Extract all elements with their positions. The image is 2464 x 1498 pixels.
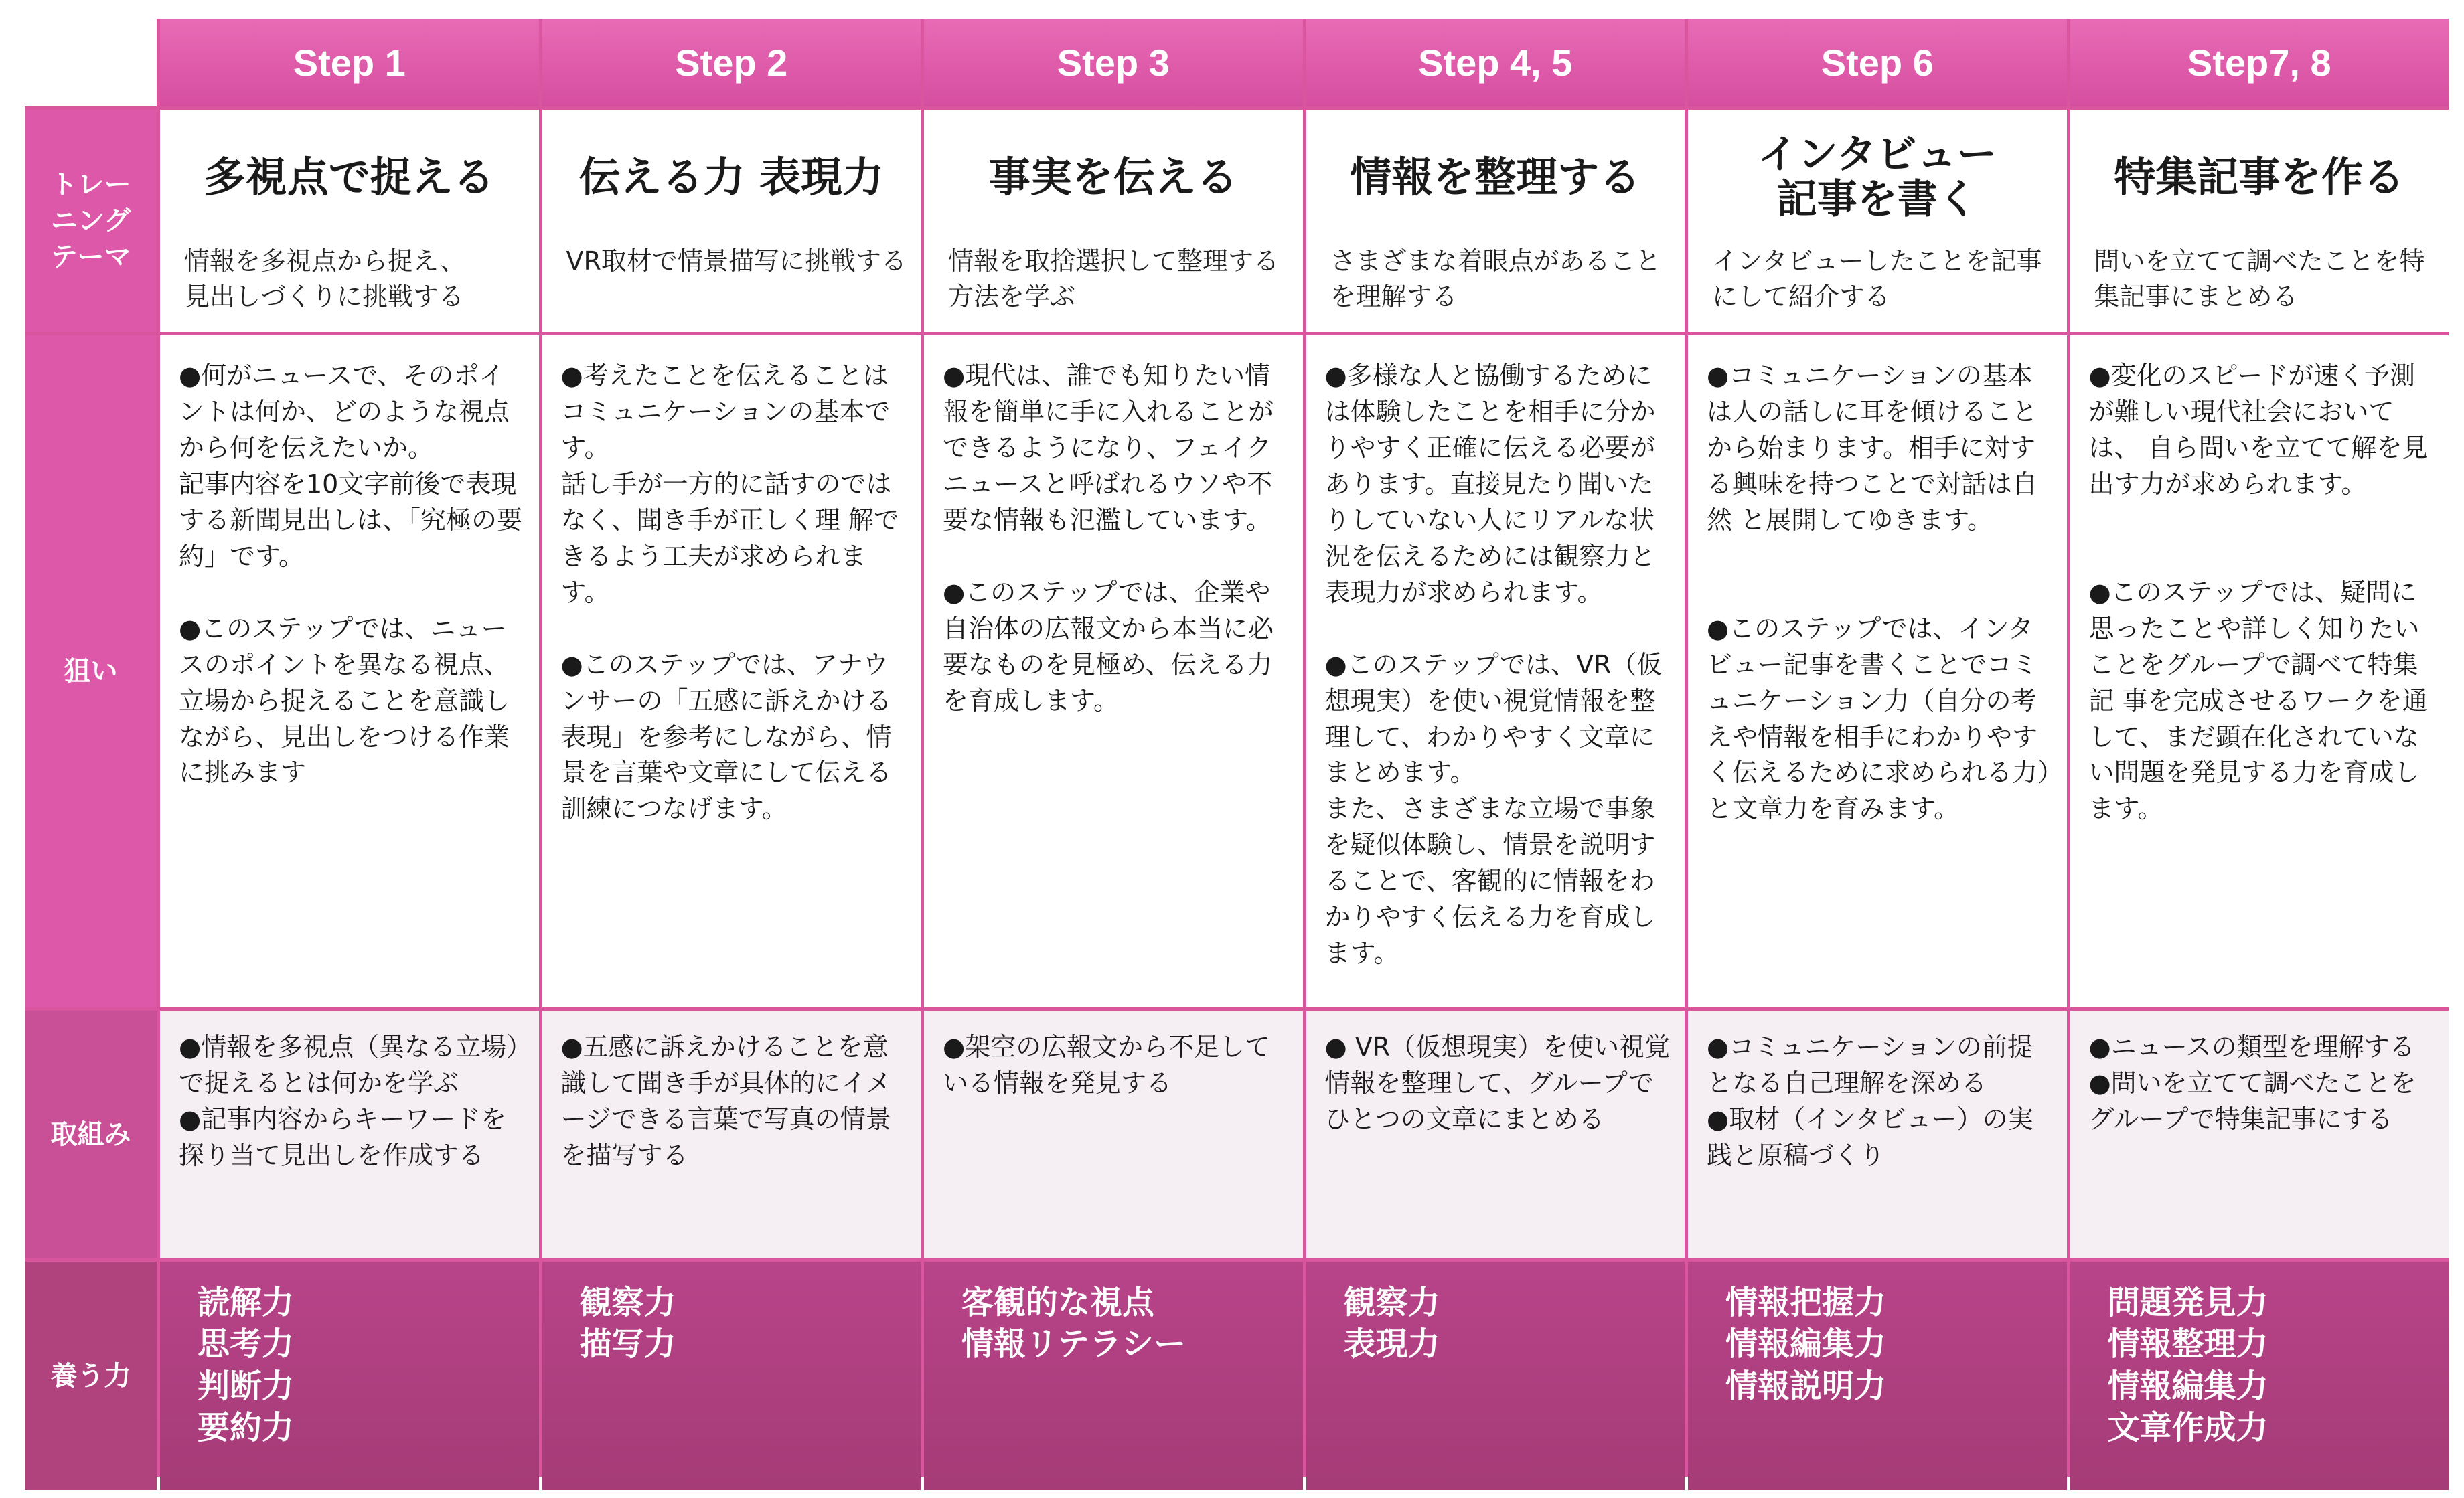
skills-cell-step-7-8: 問題発見力 情報整理力 情報編集力 文章作成力 [2070,1262,2449,1490]
theme-cell-step-2 [542,110,921,332]
theme-title: 多視点で捉える [204,153,495,202]
step-header-4-5: Step 4, 5 [1306,19,1685,106]
theme-description: 情報を取捨選択して整理する方法を学ぶ [948,246,1280,312]
row-label-skills: 養う力 [25,1262,157,1490]
row-label-activity: 取組み [25,1011,157,1258]
theme-title: インタビュー 記事を書く [1757,131,1997,223]
step-header-2: Step 2 [542,19,921,106]
theme-cell-step-3 [924,110,1303,332]
theme-cell-step-1 [160,110,539,332]
skills-cell-step-3: 客観的な視点 情報リテラシー [924,1262,1303,1490]
skills-cell-step-2: 観察力 描写力 [542,1262,921,1490]
aim-cell-step-7-8: ●変化のスピードが速く予測が難しい現代社会においては、 自ら問いを立てて解を見出す力が求められます。 ●このステップでは、疑問に思ったことや詳しく知りたいことをグループで調べて特集記 事を完成させるワークを通して、まだ顕在化されていない問題を発見する力を育成します。 [2070,335,2449,1007]
aim-cell-step-6: ●コミュニケーションの基本は人の話しに耳を傾けることから始まります。相手に対する興味を持つことで対話は自然 と展開してゆきます。 ●このステップでは、インタビュー記事を書くことでコミュニケーション力（自分の考えや情報を相手にわかりやすく伝えるために求められる力）と文章力を育みます。 [1688,335,2067,1007]
activity-cell-step-7-8: ●ニュースの類型を理解する ●問いを立てて調べたことをグループで特集記事にする [2070,1011,2449,1258]
theme-description: さまざまな着眼点があることを理解する [1330,246,1661,312]
table-corner [25,19,157,106]
theme-description: VR取材で情景描写に挑戦する [566,246,907,276]
step-header-3: Step 3 [924,19,1303,106]
aim-cell-step-4-5: ●多様な人と協働するためには体験したことを相手に分かりやすく正確に伝える必要があります。直接見たり聞いたりしていない人にリアルな状況を伝えるためには観察力と表現力が求められます。 ●このステップでは、VR（仮想現実）を使い視覚情報を整理して、わかりやすく文章にまとめます。 また、さまざまな立場で事象を疑似体験し、情景を説明することで、客観的に情報をわかりやすく伝える力を育成します。 [1306,335,1685,1007]
theme-cell-step-7-8 [2070,110,2449,332]
activity-cell-step-6: ●コミュニケーションの前提となる自己理解を深める ●取材（インタビュー）の実践と原稿づくり [1688,1011,2067,1258]
row-label-aim: 狙い [25,335,157,1007]
aim-cell-step-2: ●考えたことを伝えることはコミュニケーションの基本です。 話し手が一方的に話すのではなく、聞き手が正しく理 解できるよう工夫が求められます。 ●このステップでは、アナウンサーの「五感に訴えかける表現」を参考にしながら、情景を言葉や文章にして伝える訓練につなげます。 [542,335,921,1007]
row-label-training-theme: トレー ニング テーマ [25,110,157,332]
step-header-7-8: Step7, 8 [2070,19,2449,106]
skills-cell-step-6: 情報把握力 情報編集力 情報説明力 [1688,1262,2067,1490]
skills-cell-step-4-5: 観察力 表現力 [1306,1262,1685,1490]
theme-description: 情報を多視点から捉え、 見出しづくりに挑戦する [184,246,466,312]
activity-cell-step-1: ●情報を多視点（異なる立場）で捉えるとは何かを学ぶ ●記事内容からキーワードを探り当て見出しを作成する [160,1011,539,1258]
training-steps-table [25,19,2449,1477]
aim-cell-step-1: ●何がニュースで、そのポイントは何か、どのような視点から何を伝えたいか。 記事内容を10文字前後で表現する新聞見出しは、「究極の要約」です。 ●このステップでは、ニュースのポイントを異なる視点、立場から捉えることを意識しながら、見出しをつける作業に挑みます [160,335,539,1007]
theme-description: 問いを立てて調べたことを特集記事にまとめる [2094,246,2425,312]
activity-cell-step-3: ●架空の広報文から不足している情報を発見する [924,1011,1303,1258]
theme-cell-step-6 [1688,110,2067,332]
aim-cell-step-3: ●現代は、誰でも知りたい情報を簡単に手に入れることができるようになり、フェイクニュースと呼ばれるウソや不要な情報も氾濫しています。 ●このステップでは、企業や自治体の広報文から本当に必要なものを見極め、伝える力を育成します。 [924,335,1303,1007]
theme-title: 情報を整理する [1350,153,1641,202]
theme-title: 特集記事を作る [2114,153,2405,202]
step-header-6: Step 6 [1688,19,2067,106]
step-header-1: Step 1 [160,19,539,106]
theme-description: インタビューしたことを記事にして紹介する [1712,246,2042,312]
skills-cell-step-1: 読解力 思考力 判断力 要約力 [160,1262,539,1490]
theme-title: 伝える力 表現力 [579,153,884,202]
theme-title: 事実を伝える [988,153,1238,202]
theme-cell-step-4-5 [1306,110,1685,332]
activity-cell-step-4-5: ● VR（仮想現実）を使い視覚情報を整理して、グループでひとつの文章にまとめる [1306,1011,1685,1258]
activity-cell-step-2: ●五感に訴えかけることを意識して聞き手が具体的にイメージできる言葉で写真の情景を描写する [542,1011,921,1258]
